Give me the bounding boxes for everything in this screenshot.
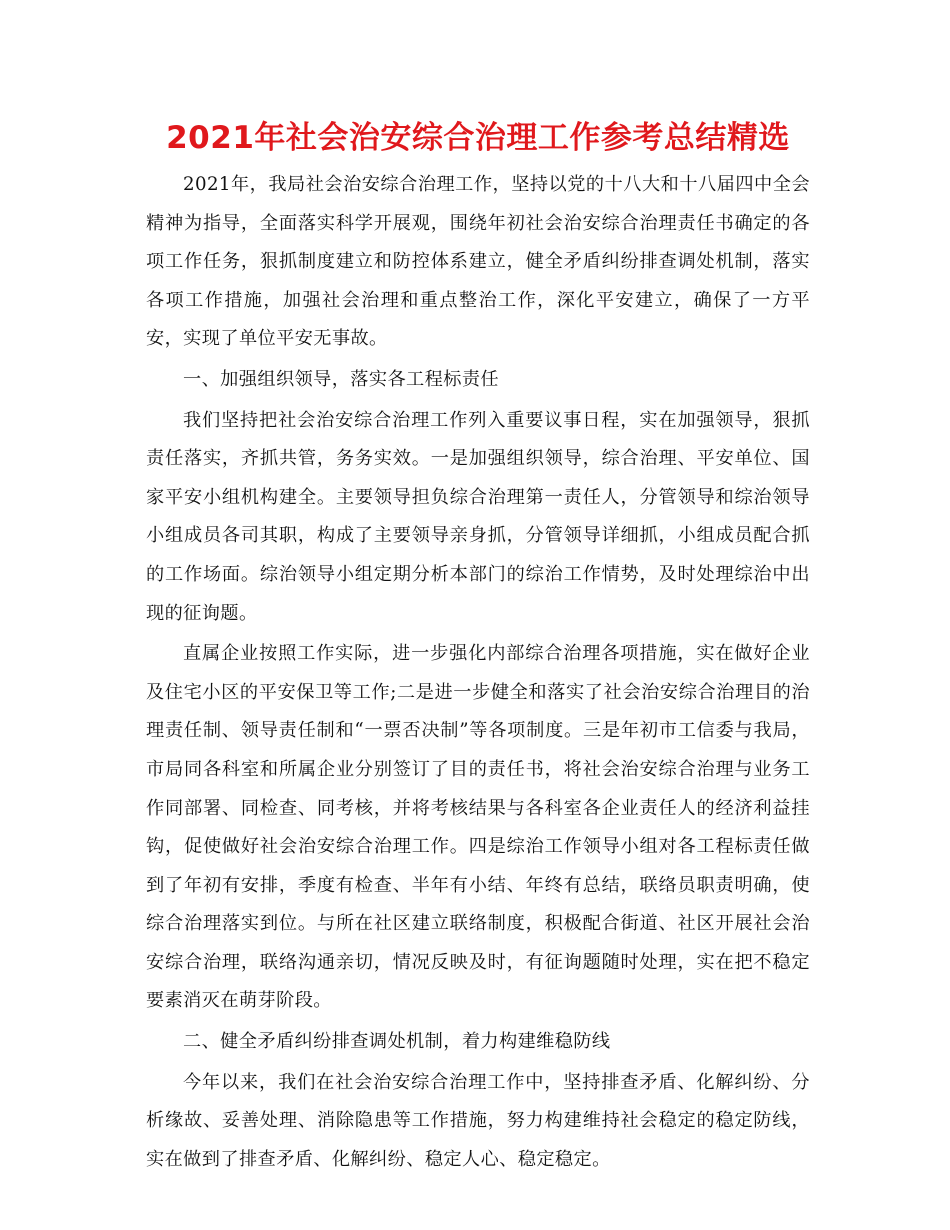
- paragraph-section-2: 今年以来，我们在社会治安综合治理工作中，坚持排查矛盾、化解纠纷、分析缘故、妥善处理、消除隐患等工作措施，努力构建维持社会稳定的稳定防线，实在做到了排查矛盾、化解纠纷、稳定人心、稳定稳定。: [146, 1071, 810, 1170]
- paragraph-intro: 2021年，我局社会治安综合治理工作，坚持以党的十八大和十八届四中全会精神为指导，全面落实科学开展观，围绕年初社会治安综合治理责任书确定的各项工作任务，狠抓制度建立和防控体系建立，健全矛盾纠纷排查调处机制，落实各项工作措施，加强社会治理和重点整治工作，深化平安建立，确保了一方平安，实现了单位平安无事故。: [146, 174, 810, 350]
- paragraph-section-1-b: 直属企业按照工作实际，进一步强化内部综合治理各项措施，实在做好企业及住宅小区的平安保卫等工作;二是进一步健全和落实了社会治安综合治理目的治理责任制、领导责任制和“一票否决制”等各项制度。三是年初市工信委与我局，市局同各科室和所属企业分别签订了目的责任书，将社会治安综合治理与业务工作同部署、同检查、同考核，并将考核结果与各科室各企业责任人的经济利益挂钩，促使做好社会治安综合治理工作。四是综治工作领导小组对各工程标责任做到了年初有安排，季度有检查、半年有小结、年终有总结，联络员职责明确，使综合治理落实到位。与所在社区建立联络制度，积极配合街道、社区开展社会治安综合治理，联络沟通亲切，情况反映及时，有征询题随时处理，实在把不稳定要素消灭在萌芽阶段。: [146, 643, 810, 1012]
- section-heading-2: 二、健全矛盾纠纷排查调处机制，着力构建维稳防线: [183, 1031, 611, 1053]
- paragraph-section-1-a: 我们坚持把社会治安综合治理工作列入重要议事日程，实在加强领导，狠抓责任落实，齐抓共管，务务实效。一是加强组织领导，综合治理、平安单位、国家平安小组机构建全。主要领导担负综合治理第一责任人，分管领导和综治领导小组成员各司其职，构成了主要领导亲身抓，分管领导详细抓，小组成员配合抓的工作场面。综治领导小组定期分析本部门的综治工作情势，及时处理综治中出现的征询题。: [146, 409, 810, 624]
- section-heading-1: 一、加强组织领导，落实各工程标责任: [183, 368, 499, 390]
- document-title: 2021年社会治安综合治理工作参考总结精选: [166, 120, 790, 156]
